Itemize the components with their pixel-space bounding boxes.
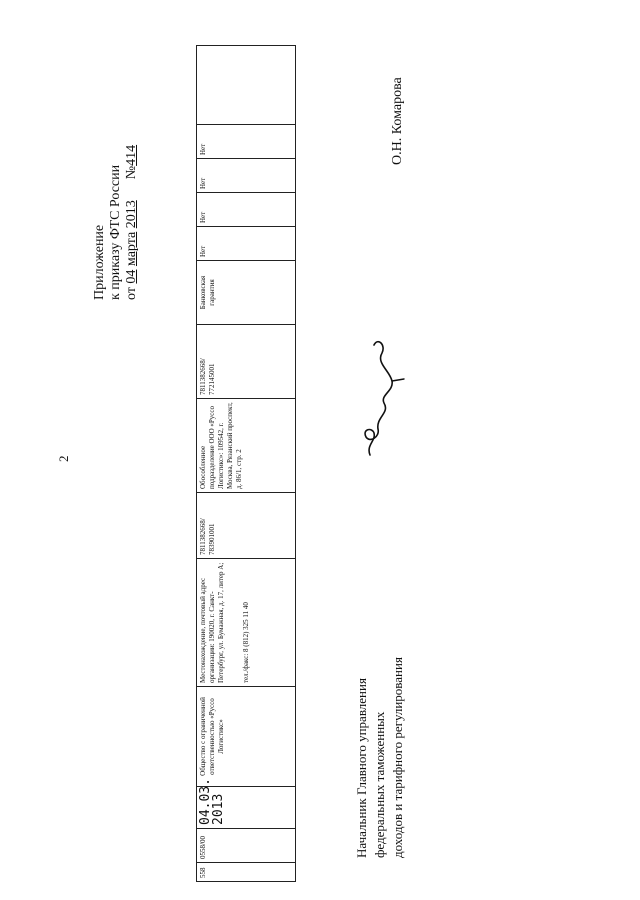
appendix-header xyxy=(92,145,140,300)
row-empty-cell xyxy=(197,46,296,125)
row-flag-1: Нет xyxy=(197,227,296,261)
page-number: 2 xyxy=(56,455,71,462)
from-label: от xyxy=(124,287,139,300)
appendix-date-line xyxy=(124,145,140,300)
order-year: 2013 xyxy=(124,200,139,229)
order-day: 04 xyxy=(124,269,139,284)
appendix-order-ref: к приказу ФТС России xyxy=(108,164,123,300)
signatory-title-1: Начальник Главного управления xyxy=(354,678,369,858)
row-guarantee: Банковская гарантия xyxy=(197,261,296,325)
row-date: 04.03. 2013 xyxy=(197,787,296,829)
number-label: № xyxy=(124,165,139,180)
row-inn-kpp: 7811382668/ 783901001 xyxy=(197,493,296,559)
row-address xyxy=(197,559,296,687)
handwritten-signature xyxy=(356,333,412,461)
table-row xyxy=(197,46,296,882)
signatory-block xyxy=(353,657,407,858)
row-division: Обособленное подразделение ООО «Руссо Логистикс»: 109542, г. Москва, Рязанский проспект, д. 86/1, стр. 2 xyxy=(197,399,296,493)
signatory-title-3: доходов и тарифного регулирования xyxy=(390,657,405,858)
row-address-text: Местонахождение, почтовый адрес организации: 190020, г. Санкт-Петербург, ул. Бумажная, д. 17, литер А; xyxy=(199,562,225,683)
registry-table xyxy=(196,46,296,882)
row-flag-3: Нет xyxy=(197,159,296,193)
appendix-title: Приложение xyxy=(92,224,107,300)
signatory-name: О.Н. Комарова xyxy=(390,77,405,165)
order-month: марта xyxy=(124,231,139,267)
row-phone: тел./факс: 8 (812) 325 11 40 xyxy=(242,602,250,683)
row-code: 0558/00 xyxy=(197,829,296,863)
row-div-inn-kpp: 7811382668/ 772145001 xyxy=(197,325,296,399)
row-flag-2: Нет xyxy=(197,193,296,227)
row-flag-4: Нет xyxy=(197,125,296,159)
order-number: 414 xyxy=(124,144,139,166)
row-index: 558 xyxy=(197,863,296,882)
signatory-title-2: федеральных таможенных xyxy=(372,711,387,858)
row-org-name: Общество с ограниченной ответственностью «Руссо Логистикс» xyxy=(197,687,296,787)
